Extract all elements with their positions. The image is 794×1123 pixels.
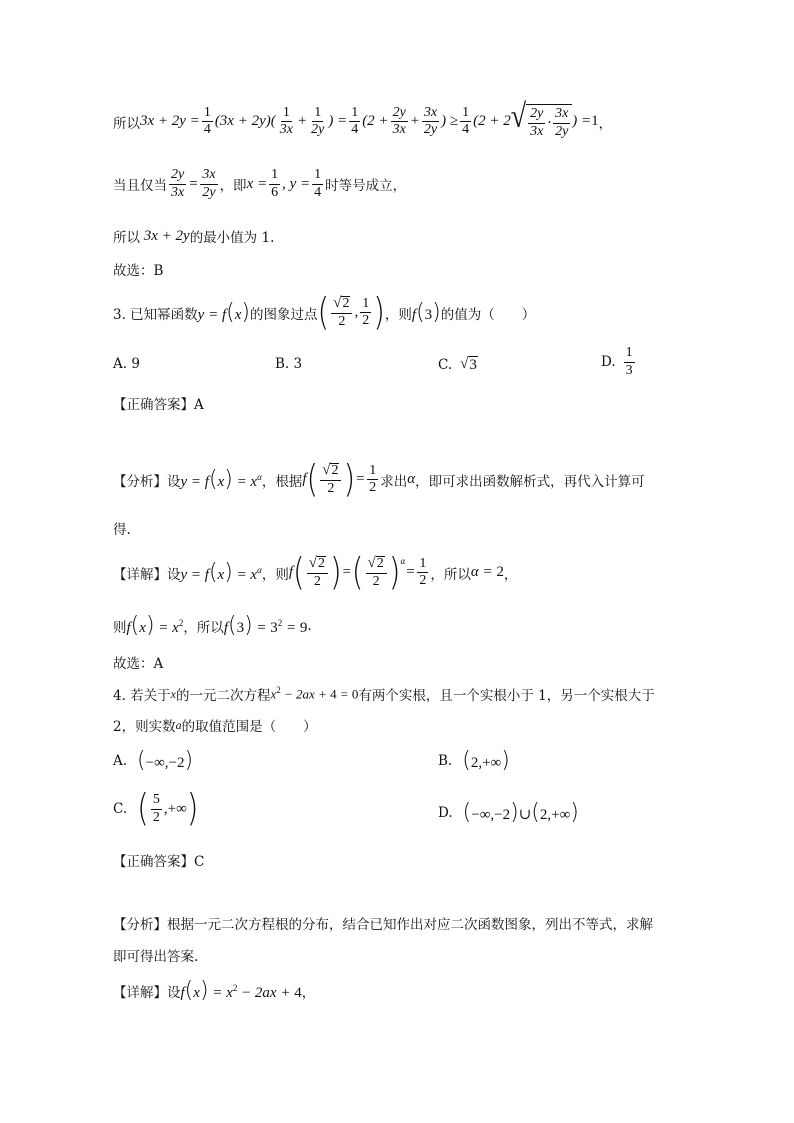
q3-option-a: A. 9 xyxy=(113,356,140,372)
q3-analysis-d: ，即可求出函数解析式，再代入计算可 xyxy=(415,473,645,490)
q4-analysis xyxy=(113,913,653,933)
q2-answer: 故选：B xyxy=(113,263,164,279)
q4-detail xyxy=(113,980,315,1002)
q4-stem xyxy=(113,684,655,704)
q4-option-b xyxy=(438,750,510,772)
q4-var-x: x xyxy=(170,686,176,701)
q2-line3-prefix: 所以 xyxy=(113,230,140,246)
q4-option-d-label: D. xyxy=(438,805,453,821)
q3-function-formula: y = f(x) xyxy=(197,299,250,325)
q2-expression: 3x + 2y xyxy=(140,227,190,244)
q2-inequality-formula: 3x + 2y = $\frac{1}{4}$ (3x + 2y)( $\frac{1}{3x}$ + $\frac{1}{2y}$ ) = $\frac{1}{4}$ (2 + $\frac{2y}{3x}$ + $\frac{3x}{2y}$ ) ≥ $\frac{1}{4}$ (2 + 2 √ $\frac{2y}{3x}$ · $\frac{3x}{2y}$ ) = 1 xyxy=(140,98,599,139)
q3-point-formula: ( √ 2 2 , $\frac{1}{2}$ ) xyxy=(317,290,385,334)
q4-stem-b: 的一元二次方程 xyxy=(176,688,271,704)
q3-detail-a: 设 xyxy=(167,566,181,583)
q3-analysis-formula2: f ( √ 2 2 ) = $\frac{1}{2}$ xyxy=(302,457,377,501)
q4-option-c-label: C. xyxy=(113,801,128,818)
q3-stem xyxy=(113,290,536,334)
q4-detail-b: ， xyxy=(301,985,316,1001)
q4-analysis-tag: 【分析】 xyxy=(113,917,167,933)
q3-option-c-label: C. xyxy=(438,357,453,373)
q4-option-c xyxy=(113,786,199,831)
q3-analysis-cont: 得. xyxy=(113,522,131,538)
q2-line2-suffix: 时等号成立， xyxy=(325,178,407,195)
q3-analysis-c: 求出 xyxy=(380,473,408,490)
q3-fx-formula: $f(x) = x^2$ xyxy=(126,613,184,638)
q2-minimum-line xyxy=(113,226,274,246)
q3-analysis-formula1: $y = f(x) = x^\alpha$ xyxy=(180,466,262,492)
q3-result-formula: $f(3) = 3^2 = 9$ xyxy=(223,613,308,638)
q3-detail xyxy=(113,550,518,594)
q4-option-b-value: (2,+∞) xyxy=(462,748,510,773)
q3-option-d-value: $\frac{1}{3}$ xyxy=(625,345,633,378)
q3-stem-mid: 的图象过点 xyxy=(249,306,318,323)
q3-stem-prefix: 3. 已知幂函数 xyxy=(113,306,198,323)
q4-option-d xyxy=(438,802,579,824)
q4-var-a: a xyxy=(175,717,182,732)
q4-stem-line2 xyxy=(113,715,317,735)
q3-detail2-c: . xyxy=(307,618,312,634)
q2-line2-prefix: 当且仅当 xyxy=(113,178,167,195)
q3-detail-formula1: $y = f(x) = x^\alpha$ xyxy=(180,559,262,585)
q4-option-a xyxy=(113,750,193,772)
q3-detail-d: ， xyxy=(503,566,518,583)
q3-analysis-tag: 【分析】 xyxy=(113,473,167,490)
q3-option-c-value: √ 3 xyxy=(460,356,477,373)
q3-detail-line2 xyxy=(113,615,312,637)
q4-option-b-label: B. xyxy=(438,753,453,769)
q4-analysis-a: 根据一元二次方程根的分布，结合已知作出对应二次函数图象，列出不等式，求解 xyxy=(167,917,653,933)
q4-analysis-cont: 即可得出答案. xyxy=(113,949,199,965)
q4-option-a-value: (−∞,−2) xyxy=(137,748,194,773)
q4-option-c-value: ( $\frac{5}{2}$ ,+∞ ) xyxy=(137,786,199,831)
q3-option-c xyxy=(438,356,478,374)
q2-line1-prefix: 所以 xyxy=(113,115,140,132)
q3-stem-suffix: 的值为（ ） xyxy=(440,306,536,323)
q2-line1-suffix: ， xyxy=(598,115,613,132)
q3-f3-formula: f(3) xyxy=(411,299,441,325)
q3-option-d xyxy=(601,346,637,378)
q2-line3-suffix: 的最小值为 1. xyxy=(189,230,275,246)
q3-detail-c: ，所以 xyxy=(430,566,471,583)
q4-stem-a: 4. 若关于 xyxy=(113,688,171,704)
q4-option-d-value: (−∞,−2)∪(2,+∞) xyxy=(462,800,579,825)
q3-option-b: B. 3 xyxy=(275,356,303,372)
q4-correct-answer: 【正确答案】C xyxy=(113,854,205,870)
q3-detail2-b: ，所以 xyxy=(183,620,224,636)
q2-values-formula: x = $\frac{1}{6}$ , y = $\frac{1}{4}$ xyxy=(246,167,322,200)
q3-analysis xyxy=(113,457,645,501)
q3-detail-tag: 【详解】 xyxy=(113,566,167,583)
q3-stem-mid2: ，则 xyxy=(384,306,412,323)
q3-detail-formula2: f ( √ 2 2 ) = ( √ 2 2 ) $^\alpha$ = $\frac{1}{2}$ xyxy=(288,550,427,594)
q3-alpha: α xyxy=(407,471,416,488)
q2-equality-condition-line xyxy=(113,168,406,200)
q3-detail-b: ，则 xyxy=(261,566,289,583)
q4-stem-c: 有两个实根，且一个实根小于 1，另一个实根大于 xyxy=(358,688,655,704)
q3-detail-alpha: α = 2 xyxy=(470,564,504,581)
q4-detail-a: 设 xyxy=(167,985,181,1001)
q4-stem2-b: 的取值范围是（ ） xyxy=(181,719,317,735)
q3-option-d-label: D. xyxy=(601,354,616,371)
q4-stem2-a: 2，则实数 xyxy=(113,719,176,735)
q4-detail-tag: 【详解】 xyxy=(113,985,167,1001)
q4-equation: $x^2 - 2ax + 4 = 0$ xyxy=(270,685,359,702)
q2-line2-mid: ，即 xyxy=(219,178,247,195)
q3-correct-answer: 【正确答案】A xyxy=(113,397,204,413)
q2-equality-formula: $\frac{2y}{3x}$ = $\frac{3x}{2y}$ xyxy=(171,167,216,200)
q4-detail-formula: $f(x) = x^2 - 2ax + 4$ xyxy=(180,978,302,1003)
q3-answer: 故选：A xyxy=(113,656,164,672)
q2-inequality-line xyxy=(113,98,613,139)
q3-analysis-a: 设 xyxy=(167,473,181,490)
q4-option-a-label: A. xyxy=(113,753,128,769)
q3-analysis-b: ，根据 xyxy=(261,473,303,490)
q3-detail2-a: 则 xyxy=(113,620,127,636)
